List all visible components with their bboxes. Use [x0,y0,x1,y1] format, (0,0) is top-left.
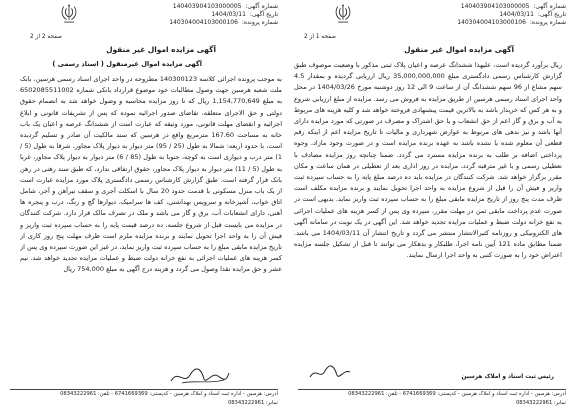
notice-page-right [288,0,576,410]
notice-number-label: شماره آگهی: [533,3,566,10]
notice-body: ریال برآورد گردیده است، علیهذا ششدانگ عرصه و اعیان پلاک ثبتی مذکور با وضعیت موصوف طبق گزارش کارشناس رسمی دادگستری مبلغ 35,000,000,000 ریال ارزیابی گردیده و بمقدار 4.5 سهم مشاع از 96 سهم ششدانگ آن از ساعت 9 الی 12 روز دوشنبه مورخ 1404/03/26 در محل واحد اجرای اسناد رسمی هرسین از طریق مزایده به فروش می رسد. مزایده از مبلغ ارزیابی شروع و به هر کس که خریدار باشد به بالاترین قیمت پیشنهادی فروخته خواهد شد و کلیه هزینه های مربوط به آب و برق و گاز اعم از حق انشعاب و یا حق اشتراک و مصرف در صورتی که مورد مزایده دارای آنها باشد و نیز بدهی های مربوط به عوارض شهرداری و مالیات تا تاریخ مزایده اعم از اینکه رقم قطعی آن معلوم شده یا نشده باشد به عهده برنده مزایده است و در صورت وجود مازاد، وجوه پرداختی اضافه بر طلب به برنده مزایده مسترد می گردد. ضمنا چنانچه روز مزایده مصادف با تعطیلی رسمی و یا غیر مترقبه گردد، مزایده در روز اداری بعد از تعطیلی در همان ساعت و مکان مقرر برگزار خواهد شد. شرکت کنندگان در مزایده باید ده درصد مبلغ پایه را به حساب سپرده ثبت واریز و فیش آن را قبل از شروع مزایده به واحد اجرا تحویل نمایند و برنده مزایده مکلف است ظرف مدت پنج روز از تاریخ مزایده مابقی مبلغ را به حساب سپرده ثبت واریز نماید. بدیهی است در صورت عدم پرداخت مابقی ثمن در مهلت مقرر، سپرده وی پس از کسر هزینه های عملیات اجرائی به نفع خزانه دولت ضبط و عملیات مزایده تجدید خواهد شد. این آگهی در یک نوبت در سامانه آگهی های الکترونیکی و روزنامه کثیرالانتشار منتشر می گردد و تاریخ انتشار آن 1404/03/11 می باشد. ضمنا مطابق ماده 121 آیین نامه اجرا، طلبکار و بدهکار می توانند تا قبل از تشکیل جلسه مزایده اعتراض خود را به صورت کتبی به واحد اجرا ارسال نمایند. [294,61,562,260]
case-number-value: 140304004103000106 [457,19,526,26]
signer-title: رئیس ثبت اسناد و املاک هرسین [461,374,554,380]
signature-icon [308,363,352,383]
notice-number [169,3,278,11]
notice-meta [457,3,566,27]
notice-date-value: 1404/03/11 [499,11,534,18]
footer-address: آدرس: هرسین - اداره ثبت اسناد و املاک هرسین - کدپستی: 6741669369 - تلفن: 08343222961 [60,391,278,397]
footer-divider [10,389,278,390]
case-number-value: 140304004103000106 [169,19,238,26]
case-number-label: شماره پرونده: [529,19,566,26]
notice-date-label: تاریخ آگهی: [249,11,278,18]
notice-date-value: 1404/03/11 [211,11,246,18]
footer-fax: نمابر: 08343222961 [227,400,278,406]
notice-title: آگهی مزایده اموال غیر منقول [404,45,514,54]
notice-date [169,11,278,19]
notice-title: آگهی مزایده اموال غیر منقول [106,45,216,54]
notice-number-value: 140403904103000005 [172,3,242,10]
notice-number-value: 140403904103000005 [460,3,530,10]
case-number [169,19,278,27]
footer-divider [298,389,566,390]
page-indicator: صفحه 1 از 2 [304,34,337,40]
case-number [457,19,566,27]
page-indicator: صفحه 2 از 2 [30,34,63,40]
signature-icon [168,366,232,387]
registry-emblem-icon [60,3,78,25]
registry-emblem-icon [334,3,352,25]
notice-meta [169,3,278,27]
notice-body: به موجب پرونده اجرائی کلاسه 140300123 مطروحه در واحد اجرای اسناد رسمی هرسین، بانک ملت شعبه هرسین جهت وصول مطالبات خود موضوع قرارداد بانکی شماره 6502085511002 به مبلغ 1,154,770,649 ریال که تا روز مزایده محاسبه و وصول خواهد شد به انضمام حقوق دولتی و حق الاجرای متعلقه، تقاضای صدور اجرائیه نموده که پس از تشریفات قانونی و ابلاغ اجرائیه و انقضای مهلت قانونی، مورد وثیقه که عبارت است از ششدانگ عرصه و اعیان یک باب خانه به مساحت 167.60 مترمربع واقع در هرسین که سند مالکیت آن صادر و تسلیم گردیده است، با حدود اربعه: شمالا به طول (25 / 95) متر دیوار به دیوار پلاک مجاور، شرقا به طول (5 / 1) متر درب و دیواری است به کوچه، جنوبا به طول (85 / 6) متر دیوار به دیوار پلاک مجاور، غربا به طول (5 / 11) متر دیوار به دیوار پلاک مجاور، حقوق ارتفاقی ندارد، که طبق سند رهنی در رهن بانک قرار گرفته است. طبق گزارش کارشناس رسمی دادگستری پلاک مورد مزایده عبارت است از یک باب منزل مسکونی با قدمت حدود 20 سال با اسکلت آجری و سقف تیرآهن و آجر، شامل اتاق خواب، آشپزخانه و سرویس بهداشتی، کف ها سرامیک، دیوارها گچ و رنگ، درب و پنجره ها آهنی، دارای انشعابات آب، برق و گاز می باشد و ملک در تصرف مالک قرار دارد. شرکت کنندگان در مزایده می بایست قبل از شروع جلسه، ده درصد قیمت پایه را به حساب سپرده ثبت واریز و فیش آن را به واحد اجرا تحویل نمایند و برنده مزایده ملزم است ظرف مهلت پنج روز کاری از تاریخ مزایده مابقی مبلغ را به حساب سپرده ثبت واریز نماید، در غیر این صورت سپرده وی پس از کسر هزینه های عملیات اجرائی به نفع خزانه دولت ضبط و عملیات مزایده تجدید خواهد شد. نیم عشر و حق مزایده نقدا وصول می گردد و هزینه درج آگهی به مبلغ 754,000 ریال [20,75,282,274]
footer-fax: نمابر: 08343222961 [515,400,566,406]
notice-number-label: شماره آگهی: [245,3,278,10]
notice-subtitle: آگهی مزایده اموال غیرمنقول ( اسناد رسمی ) [52,60,202,68]
case-number-label: شماره پرونده: [241,19,278,26]
notice-date-label: تاریخ آگهی: [537,11,566,18]
notice-date [457,11,566,19]
notice-number [457,3,566,11]
footer-address: آدرس: هرسین - اداره ثبت اسناد و املاک هرسین - کدپستی: 6741669369 - تلفن: 08343222961 [348,391,566,397]
